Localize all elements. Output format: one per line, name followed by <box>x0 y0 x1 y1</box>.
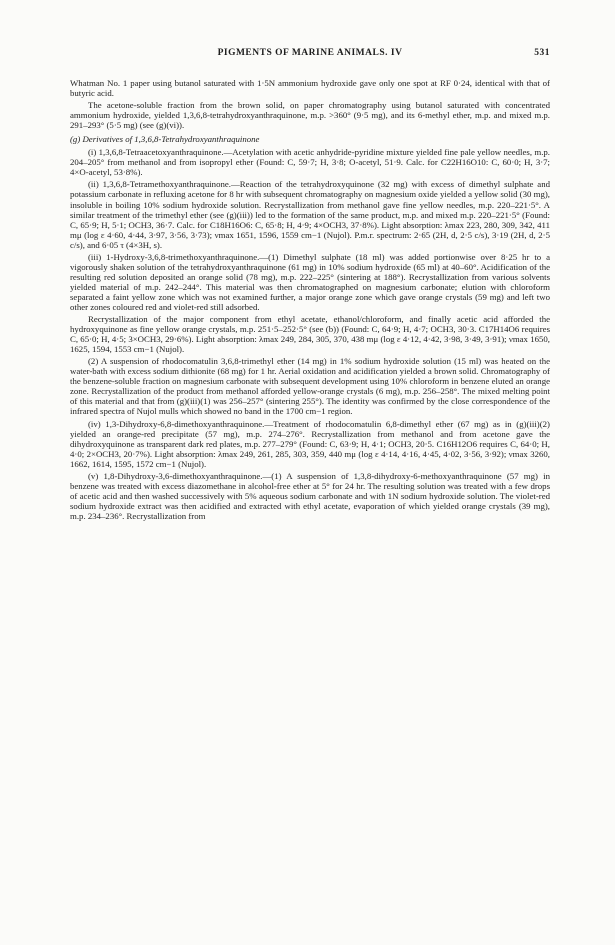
article-body <box>70 78 550 523</box>
running-title: PIGMENTS OF MARINE ANIMALS. IV <box>217 48 403 58</box>
paragraph-dihydroxy-dimethoxy: (iv) 1,3-Dihydroxy-6,8-dimethoxyanthraquinone.—Treatment of rhodocomatulin 6,8-dimethyl ether (67 mg) as in (g)(iii)(2) yielded an orange-red precipitate (57 mg), m.p. 274–276°. Recrystallization from methanol and from acetone gave the dihydroxyquinone as transparent dark red plates, m.p. 277–279° (Found: C, 63·9; H, 4·1; OCH3, 20·5. C16H12O6 requires C, 64·0; H, 4·0; 2×OCH3, 20·7%). Light absorption: λmax 249, 261, 285, 303, 359, 440 mμ (log ε 4·14, 4·16, 4·45, 4·02, 3·56, 3·92); νmax 3260, 1662, 1614, 1595, 1572 cm−1 (Nujol). <box>70 418 550 469</box>
page-header <box>70 48 550 62</box>
paragraph-tetraacetoxy: (i) 1,3,6,8-Tetraacetoxyanthraquinone.—Acetylation with acetic anhydride-pyridine mixture yielded fine pale yellow needles, m.p. 204–205° from methanol and from isopropyl ether (Found: C, 59·7; H, 3·8; O-acetyl, 51·9. Calc. for C22H16O10: C, 60·0; H, 3·7; 4×O-acetyl, 53·8%). <box>70 147 550 178</box>
paragraph-hydroxy-trimethoxy-2: (2) A suspension of rhodocomatulin 3,6,8-trimethyl ether (14 mg) in 1% sodium hydroxide solution (15 ml) was heated on the water-bath with excess sodium dithionite (68 mg) for 1 hr. Aerial oxidation and acidification yielded a brown solid. Chromatography of the benzene-soluble fraction on magnesium carbonate with subsequent development using 10% chloroform in benzene eluted an orange zone. Recrystallization of the product from methanol afforded yellow-orange crystals (6 mg), m.p. 256–258°. The mixed melting point of this material and that from (g)(iii)(1) was 256–257° (sintering 255°). The identity was confirmed by the close correspondence of the infrared spectra of Nujol mulls which showed no band in the 1700 cm−1 region. <box>70 356 550 417</box>
paragraph-hydroxy-trimethoxy-1: (iii) 1-Hydroxy-3,6,8-trimethoxyanthraquinone.—(1) Dimethyl sulphate (18 ml) was added portionwise over 8·25 hr to a vigorously shaken solution of the tetrahydroxyanthraquinone (61 mg) in 10% sodium hydroxide (65 ml) at 40–60°. Acidification of the resulting red solution deposited an orange solid (78 mg), m.p. 222–225° (sintering at 188°). Recrystallization from various solvents yielded material of m.p. 242–244°. This material was then chromatographed on magnesium carbonate; elution with chloroform separated a faint yellow zone which was not examined further, a major orange zone which gave orange crystals (59 mg) and left two other zones coloured red and violet-red still adsorbed. <box>70 251 550 312</box>
section-heading-derivatives: (g) Derivatives of 1,3,6,8-Tetrahydroxyanthraquinone <box>70 134 260 145</box>
paragraph-continuation: Whatman No. 1 paper using butanol saturated with 1·5N ammonium hydroxide gave only one spot at RF 0·24, identical with that of butyric acid. <box>70 78 550 99</box>
page-number: 531 <box>534 48 550 58</box>
paragraph-dihydroxy-3-6-dimethoxy: (v) 1,8-Dihydroxy-3,6-dimethoxyanthraquinone.—(1) A suspension of 1,3,8-dihydroxy-6-methoxyanthraquinone (57 mg) in benzene was treated with excess diazomethane in alcohol-free ether at 5° for 24 hr. The resulting solution was treated with a few drops of acetic acid and then washed successively with 5% aqueous sodium carbonate and with 1N sodium hydroxide solution. The violet-red sodium hydroxide extract was then acidified and extracted with ethyl acetate, evaporation of which yielded orange crystals (39 mg), m.p. 234–236°. Recrystallization from <box>70 470 550 521</box>
paragraph-tetramethoxy: (ii) 1,3,6,8-Tetramethoxyanthraquinone.—Reaction of the tetrahydroxyquinone (32 mg) with excess of dimethyl sulphate and potassium carbonate in refluxing acetone for 8 hr with subsequent chromatography on magnesium oxide yielded a yellow solid (30 mg), insoluble in boiling 10% sodium hydroxide solution. Recrystallization from methanol gave fine yellow needles, m.p. 220–221·5°. A similar treatment of the trimethyl ether (see (g)(iii)) led to the formation of the same product, m.p. and mixed m.p. 220–221·5° (Found: C, 65·9; H, 5·1; OCH3, 36·7. Calc. for C18H16O6: C, 65·8; H, 4·9; 4×OCH3, 37·8%). Light absorption: λmax 223, 280, 309, 342, 411 mμ (log ε 4·60, 4·44, 3·97, 3·56, 3·73); νmax 1651, 1596, 1559 cm−1 (Nujol). P.m.r. spectrum: 2·65 (2H, d, 2·5 c/s), 3·19 (2H, d, 2·5 c/s), and 6·05 τ (4×3H, s). <box>70 179 550 250</box>
paragraph-recrystallization: Recrystallization of the major component from ethyl acetate, ethanol/chloroform, and finally acetic acid afforded the hydroxyquinone as fine yellow orange crystals, m.p. 251·5–252·5° (see (b)) (Found: C, 64·9; H, 4·7; OCH3, 30·3. C17H14O6 requires C, 65·0; H, 4·5; 3×OCH3, 29·6%). Light absorption: λmax 249, 284, 305, 370, 438 mμ (log ε 4·12, 4·42, 3·98, 3·49, 3·91); νmax 1650, 1625, 1594, 1553 cm−1 (Nujol). <box>70 314 550 355</box>
paragraph-acetone-fraction: The acetone-soluble fraction from the brown solid, on paper chromatography using butanol saturated with concentrated ammonium hydroxide, yielded 1,3,6,8-tetrahydroxyanthraquinone, m.p. >360° (9·5 mg), and its 6-methyl ether, m.p. and mixed m.p. 291–293° (5·5 mg) (see (g)(vi)). <box>70 100 550 131</box>
